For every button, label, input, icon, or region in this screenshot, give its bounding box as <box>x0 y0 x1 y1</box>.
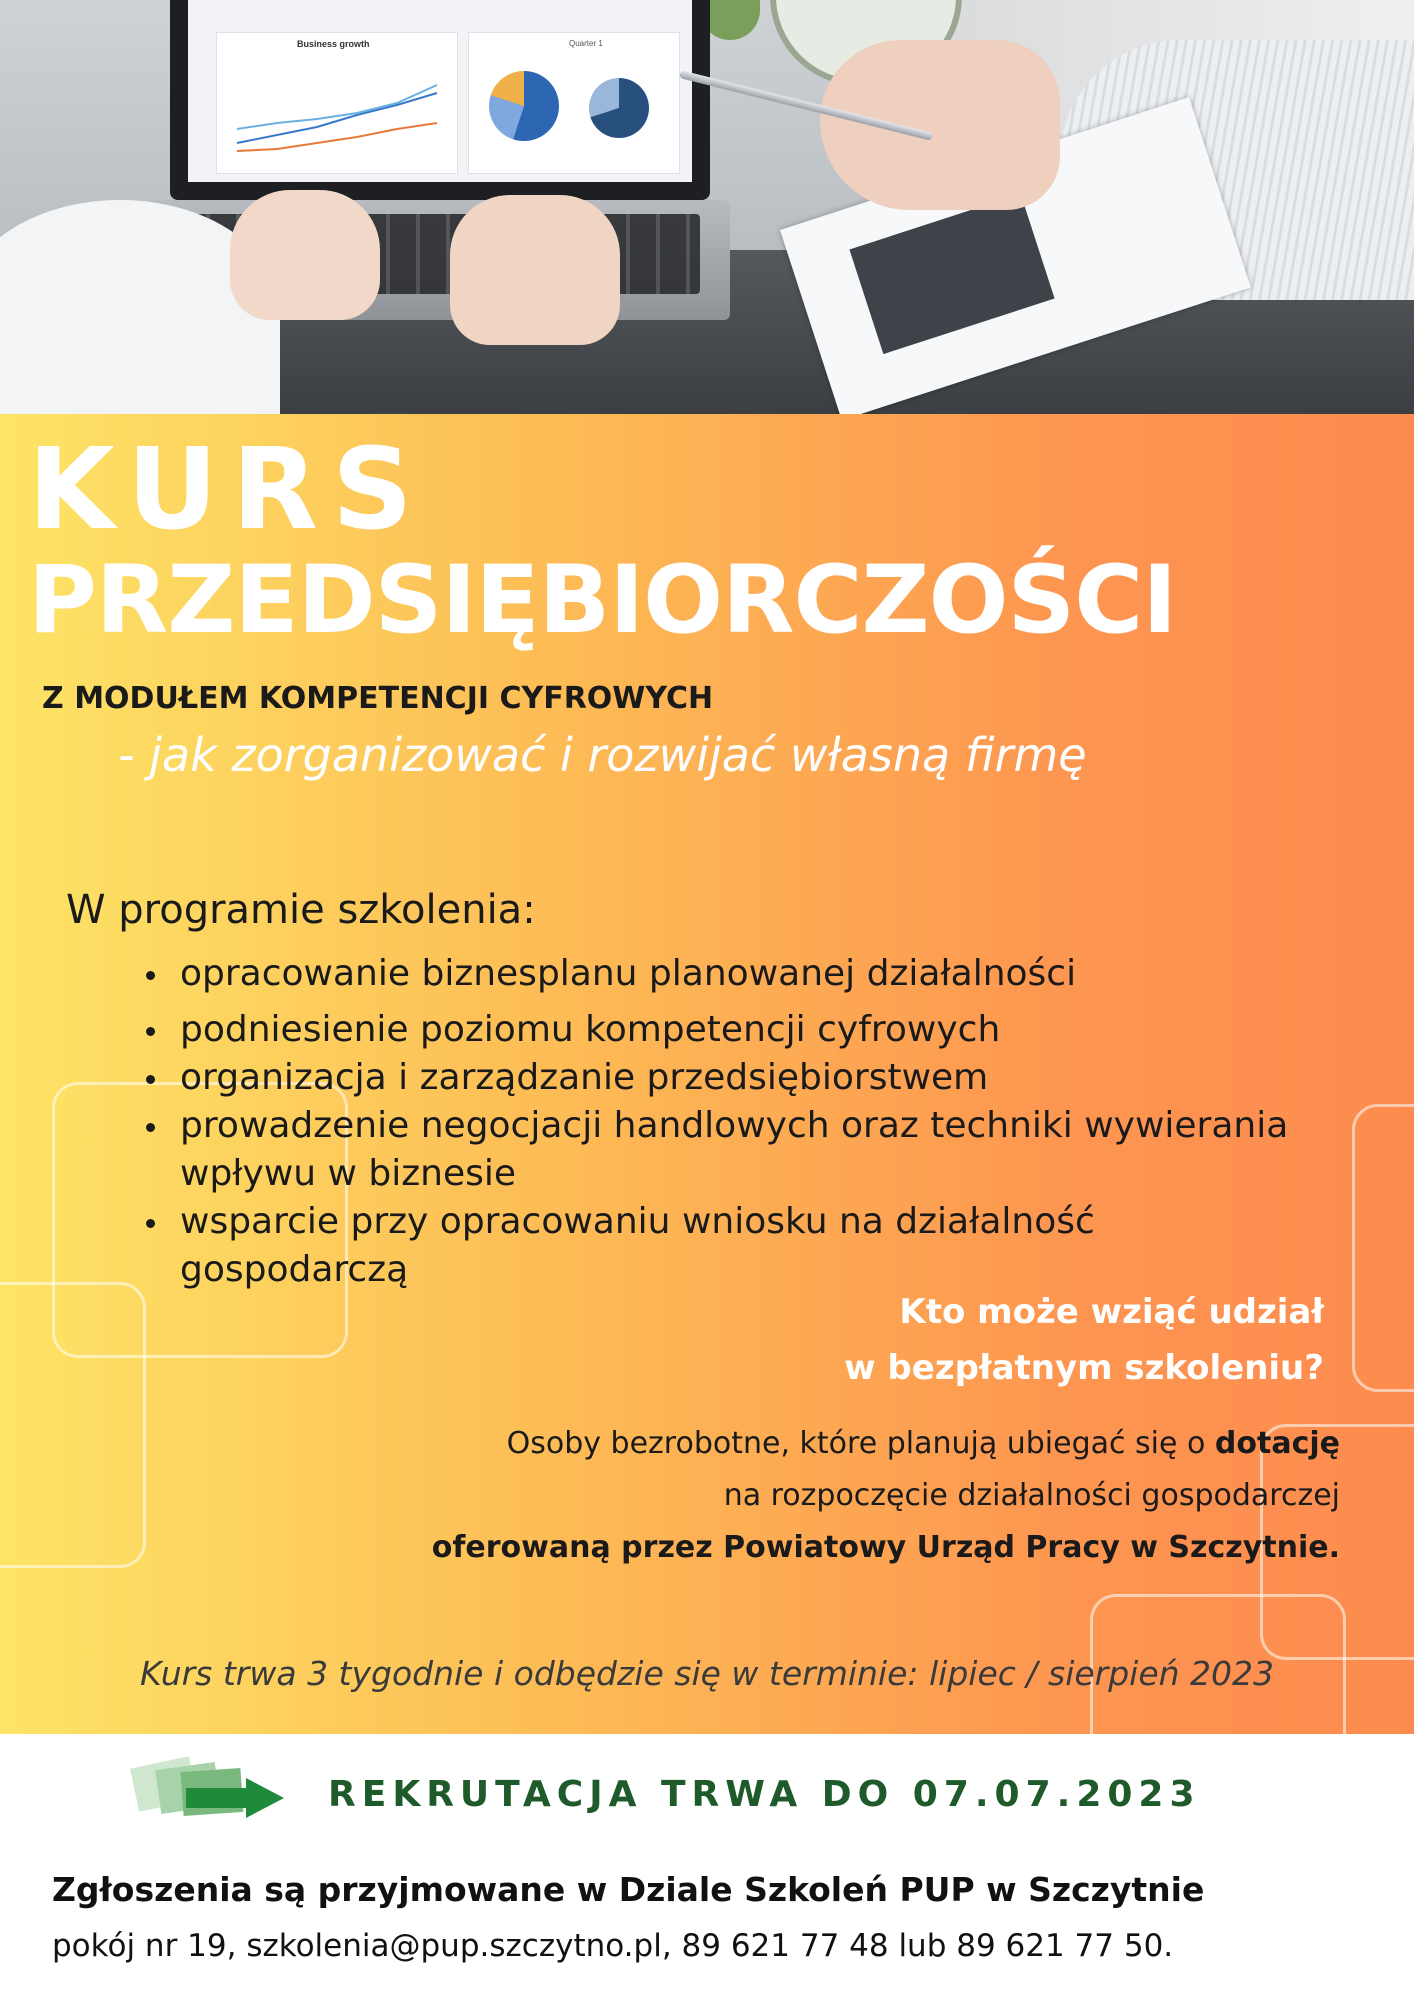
paper-chart <box>849 194 1054 354</box>
contact-details: pokój nr 19, szkolenia@pup.szczytno.pl, 89 621 77 48 lub 89 621 77 50. <box>52 1928 1174 1964</box>
program-item: podniesienie poziomu kompetencji cyfrowych <box>142 1006 1322 1054</box>
contact-heading: Zgłoszenia są przyjmowane w Dziale Szkoleń PUP w Szczytnie <box>52 1870 1205 1909</box>
screen-chart-title: Business growth <box>297 39 370 49</box>
course-duration: Kurs trwa 3 tygodnie i odbędzie się w terminie: lipiec / sierpień 2023 <box>139 1654 1275 1693</box>
line-chart-graphic <box>217 33 457 173</box>
participation-answer <box>240 1418 1340 1574</box>
program-item: organizacja i zarządzanie przedsiębiorstwem <box>142 1054 1322 1102</box>
program-heading: W programie szkolenia: <box>66 887 536 933</box>
decorative-frame <box>1352 1104 1414 1392</box>
answer-line-1 <box>240 1418 1340 1470</box>
poster-body <box>0 414 1414 1734</box>
line-chart-on-screen <box>216 32 458 174</box>
header-photo <box>0 0 1414 414</box>
question-line-2: w bezpłatnym szkoleniu? <box>844 1348 1324 1388</box>
hand-with-pen <box>820 40 1060 210</box>
program-item: wsparcie przy opracowaniu wniosku na działalność gospodarczą <box>142 1198 1322 1294</box>
program-item: opracowanie biznesplanu planowanej działalności <box>142 950 1322 998</box>
screen-content <box>188 0 692 182</box>
arrow-icon <box>124 1744 304 1834</box>
footer <box>0 1734 1414 2000</box>
program-item: prowadzenie negocjacji handlowych oraz techniki wywierania wpływu w biznesie <box>142 1102 1322 1198</box>
tagline: - jak zorganizować i rozwijać własną firmę <box>118 728 1087 782</box>
pie-graphic-2 <box>589 78 649 138</box>
answer-text: Osoby bezrobotne, które planują ubiegać się o <box>506 1426 1215 1461</box>
participation-question <box>724 1284 1324 1396</box>
subtitle: Z MODUŁEM KOMPETENCJI CYFROWYCH <box>42 681 714 716</box>
answer-line-3: oferowaną przez Powiatowy Urząd Pracy w Szczytnie. <box>431 1530 1340 1565</box>
right-hand <box>450 195 620 345</box>
answer-highlight: dotację <box>1214 1426 1340 1461</box>
question-line-1: Kto może wziąć udział <box>899 1292 1324 1332</box>
recruitment-deadline: REKRUTACJA TRWA DO 07.07.2023 <box>328 1774 1201 1815</box>
title-line-2: PRZEDSIĘBIORCZOŚCI <box>28 546 1177 655</box>
screen-pie-title: Quarter 1 <box>569 39 603 48</box>
title-line-1: KURS <box>28 425 427 555</box>
left-hand <box>230 190 380 320</box>
decorative-frame <box>0 1282 146 1568</box>
pie-graphic-1 <box>489 71 559 141</box>
program-list <box>142 950 1322 1294</box>
laptop-screen <box>170 0 710 200</box>
answer-line-2: na rozpoczęcie działalności gospodarczej <box>723 1478 1340 1513</box>
pie-chart-on-screen <box>468 32 680 174</box>
